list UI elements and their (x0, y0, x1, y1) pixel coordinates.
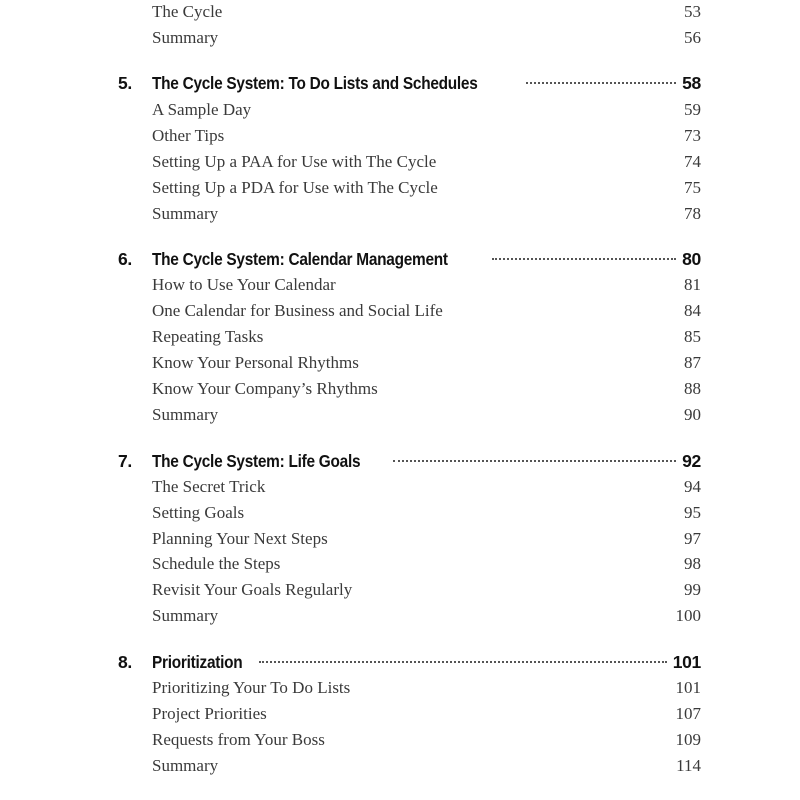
toc-entry-title: Setting Goals (152, 503, 245, 522)
toc-entry-page: 84 (684, 301, 701, 320)
toc-entry[interactable] (152, 403, 701, 427)
toc-entry-title: Know Your Company’s Rhythms (152, 379, 378, 398)
toc-entry[interactable] (152, 578, 701, 602)
toc-entry-page: 100 (675, 606, 701, 625)
toc-entry-title: Setting Up a PAA for Use with The Cycle (152, 152, 437, 171)
toc-entry-title: Schedule the Steps (152, 554, 281, 573)
toc-entry-page: 53 (684, 2, 701, 21)
toc-entry[interactable] (152, 552, 701, 576)
toc-entry-title: Requests from Your Boss (152, 730, 325, 749)
chapter-page: 92 (682, 451, 701, 471)
toc-entry-page: 78 (684, 204, 701, 223)
toc-entry-title: Summary (152, 28, 219, 47)
chapter-title: Prioritization (152, 652, 243, 672)
toc-entry[interactable] (152, 273, 701, 297)
toc-entry-title: The Secret Trick (152, 477, 266, 496)
toc-entry-page: 81 (684, 275, 701, 294)
toc-entry[interactable] (152, 754, 701, 778)
toc-entry[interactable] (152, 604, 701, 628)
toc-entry[interactable] (152, 527, 701, 551)
chapter-heading-5[interactable] (118, 70, 701, 96)
toc-entry[interactable] (152, 325, 701, 349)
chapter-heading-7[interactable] (118, 448, 701, 474)
toc-entry[interactable] (152, 150, 701, 174)
dot-leader (526, 82, 676, 84)
chapter-heading-6[interactable] (118, 246, 701, 272)
toc-entry-page: 87 (684, 353, 701, 372)
chapter-number: 5. (118, 73, 132, 93)
chapter-page: 58 (682, 73, 701, 93)
toc-entry-page: 114 (676, 756, 701, 775)
toc-entry[interactable] (152, 0, 701, 24)
toc-entry-page: 109 (675, 730, 701, 749)
toc-entry-page: 94 (684, 477, 701, 496)
toc-entry[interactable] (152, 728, 701, 752)
toc-entry-page: 90 (684, 405, 701, 424)
toc-entry-title: The Cycle (152, 2, 223, 21)
toc-entry-page: 88 (684, 379, 701, 398)
toc-entry-title: Summary (152, 405, 219, 424)
toc-entry-title: Know Your Personal Rhythms (152, 353, 359, 372)
toc-entry-page: 99 (684, 580, 701, 599)
chapter-title: The Cycle System: To Do Lists and Schedules (152, 73, 478, 93)
toc-entry-title: Planning Your Next Steps (152, 529, 328, 548)
toc-entry[interactable] (152, 202, 701, 226)
toc-entry-page: 85 (684, 327, 701, 346)
toc-entry-title: A Sample Day (152, 100, 252, 119)
toc-entry-page: 101 (675, 678, 701, 697)
toc-entry[interactable] (152, 377, 701, 401)
toc-entry-page: 97 (684, 529, 701, 548)
toc-entry[interactable] (152, 98, 701, 122)
chapter-page: 80 (682, 249, 701, 269)
toc-entry-title: Project Priorities (152, 704, 267, 723)
chapter-page: 101 (672, 652, 701, 672)
toc-entry[interactable] (152, 299, 701, 323)
toc-entry-title: How to Use Your Calendar (152, 275, 336, 294)
toc-entry-title: Other Tips (152, 126, 225, 145)
toc-entry-title: Prioritizing Your To Do Lists (152, 678, 351, 697)
chapter-number: 8. (118, 652, 132, 672)
toc-entry[interactable] (152, 501, 701, 525)
toc-entry[interactable] (152, 475, 701, 499)
dot-leader (492, 258, 676, 260)
toc-entry[interactable] (152, 124, 701, 148)
chapter-heading-8[interactable] (118, 649, 701, 675)
toc-entry-title: Repeating Tasks (152, 327, 264, 346)
toc-entry[interactable] (152, 676, 701, 700)
toc-entry-title: Summary (152, 756, 219, 775)
toc-entry-title: Summary (152, 204, 219, 223)
toc-entry[interactable] (152, 176, 701, 200)
toc-entry-title: Setting Up a PDA for Use with The Cycle (152, 178, 438, 197)
dot-leader (393, 460, 676, 462)
toc-entry[interactable] (152, 702, 701, 726)
chapter-number: 6. (118, 249, 132, 269)
toc-entry-page: 74 (684, 152, 701, 171)
toc-entry-page: 56 (684, 28, 701, 47)
toc-entry-title: One Calendar for Business and Social Life (152, 301, 443, 320)
toc-entry-page: 98 (684, 554, 701, 573)
chapter-title: The Cycle System: Calendar Management (152, 249, 448, 269)
toc-entry-title: Summary (152, 606, 219, 625)
toc-entry-title: Revisit Your Goals Regularly (152, 580, 353, 599)
toc-entry-page: 59 (684, 100, 701, 119)
toc-entry-page: 75 (684, 178, 701, 197)
dot-leader (259, 661, 667, 663)
chapter-title: The Cycle System: Life Goals (152, 451, 361, 471)
toc-entry[interactable] (152, 351, 701, 375)
toc-entry-page: 95 (684, 503, 701, 522)
chapter-number: 7. (118, 451, 132, 471)
toc-entry[interactable] (152, 26, 701, 50)
toc-entry-page: 73 (684, 126, 701, 145)
toc-entry-page: 107 (675, 704, 701, 723)
